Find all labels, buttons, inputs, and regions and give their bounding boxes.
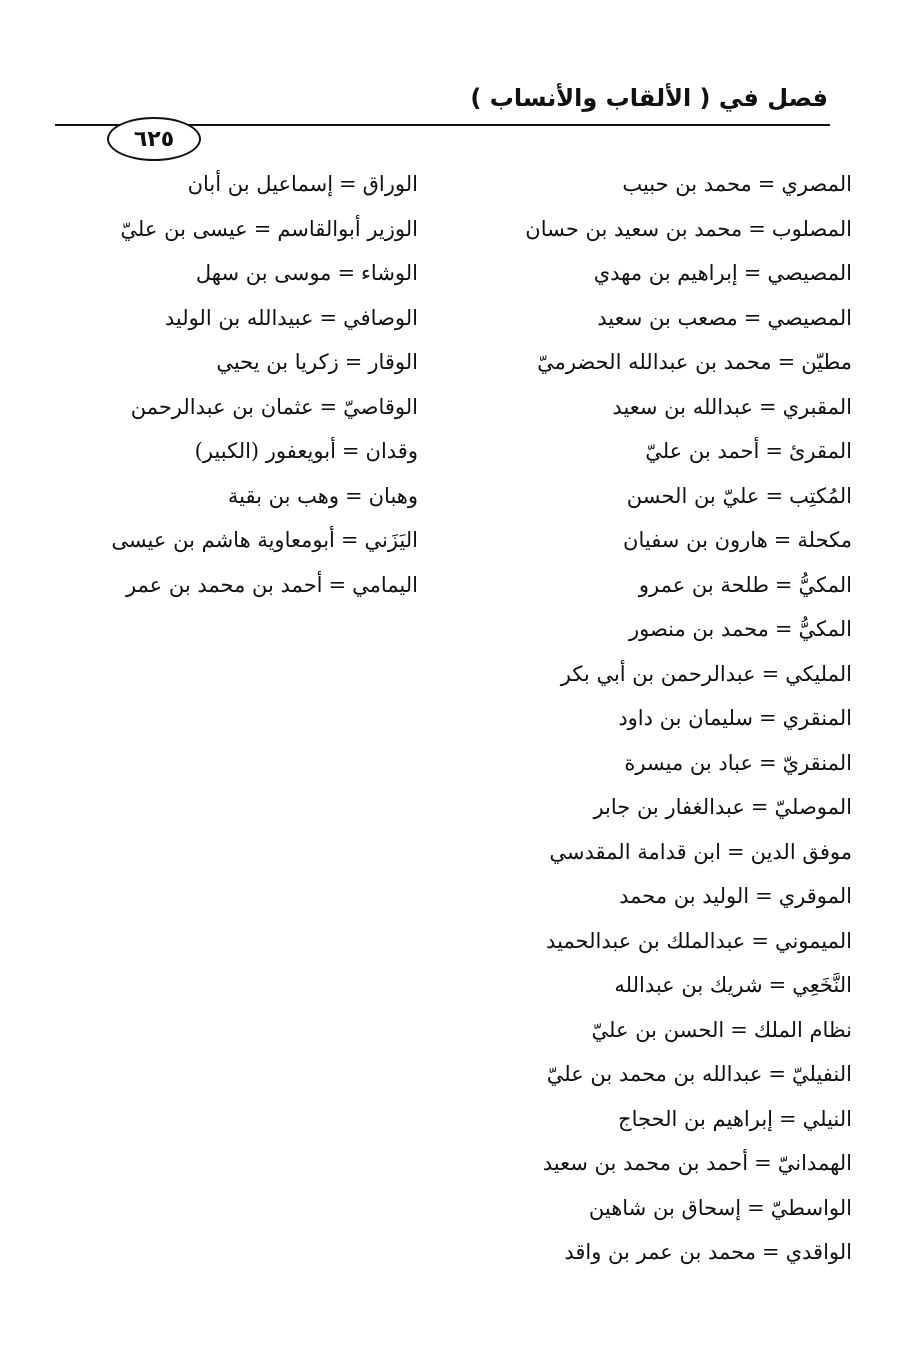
entry-name: الحسن بن عليّ <box>591 1017 725 1042</box>
list-item <box>78 518 418 563</box>
equals-sign: = <box>773 528 792 552</box>
entry-name: أبومعاوية هاشم بن عيسى <box>111 528 335 552</box>
equals-sign: = <box>759 706 777 730</box>
equals-sign: = <box>253 216 272 241</box>
entry-name: إسحاق بن شاهين <box>588 1195 742 1220</box>
list-item <box>452 1008 852 1053</box>
entry-name: ابن قدامة المقدسي <box>549 839 721 864</box>
entry-name: أحمد بن محمد بن سعيد <box>542 1151 749 1175</box>
equals-sign: = <box>779 1106 797 1131</box>
equals-sign: = <box>765 483 784 508</box>
entry-name: عثمان بن عبدالرحمن <box>130 394 314 419</box>
list-item <box>452 874 852 919</box>
entry-name: عبدالله بن محمد بن عليّ <box>546 1062 763 1086</box>
equals-sign: = <box>748 216 766 241</box>
entry-title: المكيُّ <box>798 617 852 641</box>
equals-sign: = <box>345 483 363 508</box>
equals-sign: = <box>755 884 773 908</box>
entry-name: عباد بن ميسرة <box>624 750 754 775</box>
entry-name: هارون بن سفيان <box>623 528 768 552</box>
entry-name: موسى بن سهل <box>195 261 332 285</box>
list-item <box>452 340 852 385</box>
entry-title: المقبري <box>782 394 852 419</box>
entry-title: الموصليّ <box>774 795 852 819</box>
list-item <box>452 207 852 252</box>
entry-title: المليكي <box>785 661 852 686</box>
equals-sign: = <box>319 394 338 419</box>
list-item <box>78 385 418 430</box>
list-item <box>452 162 852 207</box>
entry-title: المصيصي <box>767 305 852 330</box>
list-item <box>78 429 418 474</box>
entry-title: المنقري <box>782 706 852 730</box>
entry-title: نظام الملك <box>753 1017 852 1042</box>
entry-name: محمد بن حبيب <box>622 172 752 196</box>
entry-title: اليمامي <box>352 572 418 597</box>
equals-sign: = <box>328 572 347 597</box>
equals-sign: = <box>747 1195 765 1220</box>
entry-title: الوشاء <box>361 261 418 285</box>
list-item <box>452 696 852 741</box>
entry-title: الوصافي <box>343 305 418 330</box>
entry-name: محمد بن منصور <box>628 617 769 641</box>
entry-title: المنقريّ <box>782 750 852 775</box>
entry-name: إبراهيم بن الحجاج <box>618 1106 774 1131</box>
equals-sign: = <box>743 261 762 285</box>
entry-name: وهب بن بقية <box>227 483 340 508</box>
left-column-list <box>78 162 418 607</box>
page-number: ٦٢٥ <box>107 117 201 161</box>
list-item <box>452 1230 852 1275</box>
entry-title: الموقري <box>778 884 852 908</box>
equals-sign: = <box>344 350 363 374</box>
entry-title: الوراق <box>362 172 418 196</box>
entry-title: الواسطيّ <box>770 1195 852 1220</box>
entry-title: الوقاصيّ <box>343 394 418 419</box>
list-item <box>452 1097 852 1142</box>
equals-sign: = <box>757 172 776 196</box>
equals-sign: = <box>765 439 783 463</box>
list-item <box>452 385 852 430</box>
list-item <box>452 518 852 563</box>
list-item <box>78 563 418 608</box>
entry-name: الوليد بن محمد <box>619 884 750 908</box>
equals-sign: = <box>768 973 787 997</box>
equals-sign: = <box>319 305 338 330</box>
list-item <box>452 429 852 474</box>
list-item <box>452 607 852 652</box>
entry-name: إسماعيل بن أبان <box>187 172 334 196</box>
entry-name: أحمد بن عليّ <box>645 439 760 463</box>
list-item <box>452 563 852 608</box>
entry-name: محمد بن عبدالله الحضرميّ <box>537 350 772 374</box>
equals-sign: = <box>761 1240 780 1264</box>
equals-sign: = <box>730 1017 748 1042</box>
entry-title: وقدان <box>365 439 418 463</box>
entry-title: النَّخَعِي <box>792 973 852 997</box>
list-item <box>78 162 418 207</box>
list-item <box>452 474 852 519</box>
entry-name: عبيدالله بن الوليد <box>164 305 314 330</box>
right-column-list <box>452 162 852 1275</box>
entry-name: سليمان بن داود <box>618 706 754 730</box>
list-item <box>452 741 852 786</box>
entry-name: عليّ بن الحسن <box>626 483 760 508</box>
list-item <box>78 474 418 519</box>
equals-sign: = <box>768 1062 786 1086</box>
list-item <box>452 963 852 1008</box>
equals-sign: = <box>750 795 769 819</box>
list-item <box>452 1052 852 1097</box>
entry-title: مطيّن <box>801 350 852 374</box>
entry-name: محمد بن عمر بن واقد <box>564 1240 756 1264</box>
equals-sign: = <box>777 350 796 374</box>
equals-sign: = <box>743 305 762 330</box>
entry-name: مصعب بن سعيد <box>597 305 738 330</box>
entry-title: المصري <box>781 172 852 196</box>
list-item <box>78 251 418 296</box>
entry-title: وهبان <box>368 483 418 508</box>
entry-title: النيلي <box>802 1106 852 1131</box>
entry-name: أبويعفور (الكبير) <box>194 439 336 463</box>
entry-title: المُكتِب <box>789 483 852 508</box>
equals-sign: = <box>774 617 793 641</box>
entry-title: الوقار <box>368 350 418 374</box>
entry-title: المصلوب <box>771 216 852 241</box>
equals-sign: = <box>340 528 359 552</box>
list-item <box>452 1186 852 1231</box>
entry-name: إبراهيم بن مهدي <box>593 261 738 285</box>
list-item <box>452 919 852 964</box>
equals-sign: = <box>337 261 356 285</box>
entry-title: الوزير أبوالقاسم <box>277 216 418 241</box>
equals-sign: = <box>754 1151 772 1175</box>
entry-name: زكريا بن يحيي <box>216 350 339 374</box>
entry-name: طلحة بن عمرو <box>638 572 769 597</box>
entry-title: المقرئ <box>788 439 852 463</box>
entry-title: الهمدانيّ <box>777 1151 852 1175</box>
entry-name: عبدالملك بن عبدالحميد <box>546 928 746 953</box>
list-item <box>452 830 852 875</box>
equals-sign: = <box>341 439 360 463</box>
entry-name: شريك بن عبدالله <box>614 973 763 997</box>
equals-sign: = <box>339 172 357 196</box>
list-item <box>452 1141 852 1186</box>
list-item <box>452 296 852 341</box>
list-item <box>78 207 418 252</box>
list-item <box>452 251 852 296</box>
equals-sign: = <box>759 394 777 419</box>
list-item <box>78 340 418 385</box>
entry-title: المصيصي <box>767 261 852 285</box>
equals-sign: = <box>761 661 780 686</box>
entry-name: أحمد بن محمد بن عمر <box>125 572 323 597</box>
entry-title: اليَزَني <box>364 528 418 552</box>
entry-name: محمد بن سعيد بن حسان <box>525 216 743 241</box>
entry-title: المكيُّ <box>798 572 852 597</box>
list-item <box>452 652 852 697</box>
entry-title: موفق الدين <box>750 839 852 864</box>
entry-name: عبدالرحمن بن أبي بكر <box>560 661 756 686</box>
equals-sign: = <box>751 928 769 953</box>
list-item <box>78 296 418 341</box>
entry-name: عبدالغفار بن جابر <box>593 795 745 819</box>
entry-title: مكحلة <box>797 528 852 552</box>
entry-name: عيسى بن عليّ <box>120 216 248 241</box>
equals-sign: = <box>759 750 777 775</box>
entry-name: عبدالله بن سعيد <box>612 394 754 419</box>
entry-title: النفيليّ <box>792 1062 852 1086</box>
page-header-title: فصل في ( الألقاب والأنساب ) <box>470 84 828 112</box>
equals-sign: = <box>726 839 745 864</box>
equals-sign: = <box>774 572 793 597</box>
entry-title: الميموني <box>774 928 852 953</box>
entry-title: الواقدي <box>785 1240 852 1264</box>
list-item <box>452 785 852 830</box>
